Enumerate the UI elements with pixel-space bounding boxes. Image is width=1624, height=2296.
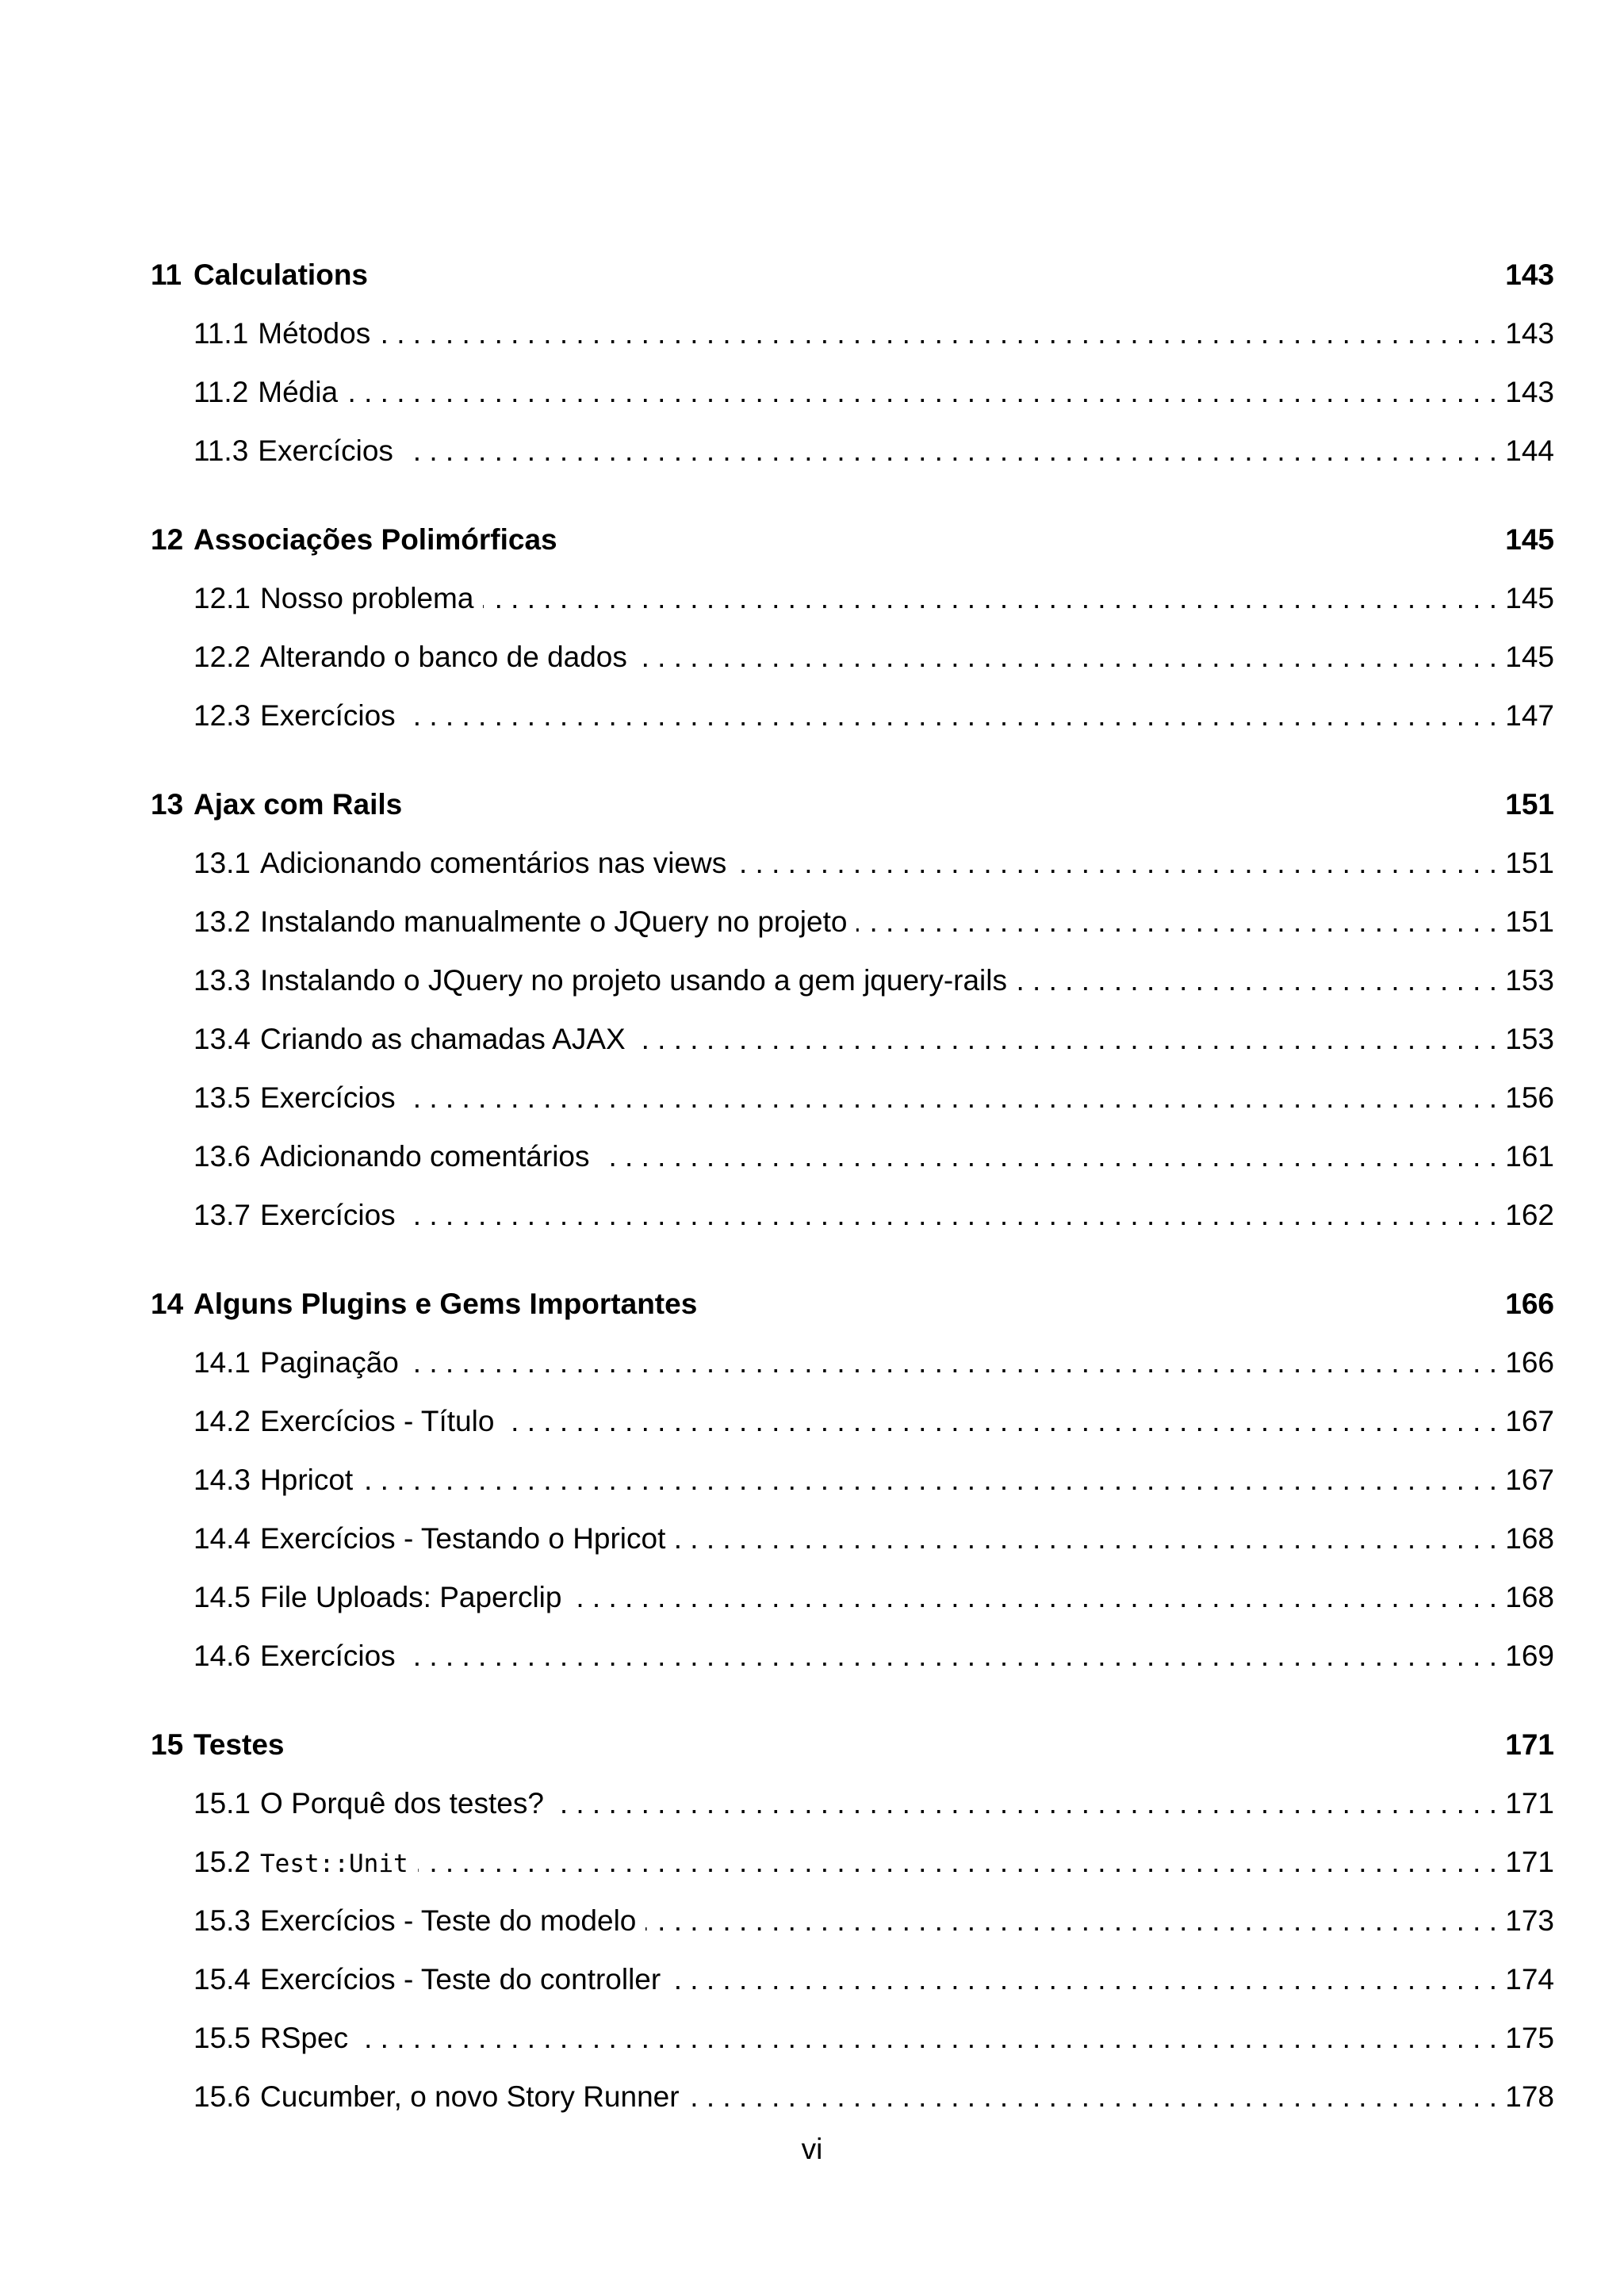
section-number: 12.3 [193,699,251,732]
chapter-title: Ajax com Rails [193,788,403,821]
toc-entry[interactable] [151,1069,1554,1127]
toc-entry[interactable] [151,834,1554,893]
chapter-title: Alguns Plugins e Gems Importantes [193,1288,698,1320]
chapter-13 [151,775,1554,1245]
section-page: 171 [1505,1787,1554,1820]
chapter-number: 14 [151,1288,184,1320]
section-page: 167 [1505,1464,1554,1496]
toc-entry[interactable] [151,1892,1554,1950]
dot-leader [571,1568,1497,1627]
toc-entry[interactable] [151,1627,1554,1686]
section-title: Instalando manualmente o JQuery no projeto [260,905,848,938]
section-title: Exercícios - Título [260,1405,495,1437]
section-title: Alterando o banco de dados [260,641,627,673]
section-title: Exercícios [260,1640,396,1672]
section-page: 168 [1505,1522,1554,1555]
toc-entry[interactable] [151,1568,1554,1627]
section-page: 175 [1505,2022,1554,2054]
section-page: 169 [1505,1640,1554,1672]
section-number: 13.6 [193,1140,251,1173]
dot-leader [736,834,1497,893]
chapter-page: 171 [1505,1728,1554,1761]
toc-entry[interactable] [151,304,1554,363]
toc-entry[interactable] [151,893,1554,951]
section-page: 143 [1505,317,1554,350]
section-number: 13.3 [193,964,251,997]
section-title: Cucumber, o novo Story Runner [260,2080,680,2113]
section-title: Test::Unit [260,1850,408,1878]
section-title: Criando as chamadas AJAX [260,1023,626,1055]
section-title: Exercícios [260,1199,396,1231]
chapter-heading[interactable] [151,511,1554,569]
dot-leader [405,1186,1497,1245]
section-page: 145 [1505,641,1554,673]
dot-leader [670,1950,1497,2009]
toc-entry[interactable] [151,363,1554,422]
table-of-contents [151,246,1554,2156]
section-page: 166 [1505,1346,1554,1379]
dot-leader [347,363,1497,422]
toc-entry[interactable] [151,628,1554,687]
page-number: vi [801,2133,823,2165]
section-number: 13.4 [193,1023,251,1055]
section-number: 13.5 [193,1081,251,1114]
section-number: 15.6 [193,2080,251,2113]
section-number: 15.1 [193,1787,251,1820]
section-page: 161 [1505,1140,1554,1173]
toc-entry[interactable] [151,1451,1554,1510]
section-page: 153 [1505,1023,1554,1055]
dot-leader [553,1774,1497,1833]
section-title: File Uploads: Paperclip [260,1581,562,1613]
chapter-page: 143 [1505,258,1554,291]
dot-leader [358,2009,1497,2068]
section-page: 151 [1505,847,1554,879]
section-page: 167 [1505,1405,1554,1437]
section-title: O Porquê dos testes? [260,1787,544,1820]
dot-leader [856,893,1497,951]
section-number: 14.5 [193,1581,251,1613]
dot-leader [1017,951,1497,1010]
section-number: 13.7 [193,1199,251,1231]
section-title: Instalando o JQuery no projeto usando a gem jquery-rails [260,964,1007,997]
dot-leader [405,1627,1497,1686]
section-title: Adicionando comentários [260,1140,590,1173]
section-page: 162 [1505,1199,1554,1231]
chapter-15 [151,1716,1554,2126]
section-title: Exercícios [260,699,396,732]
toc-entry[interactable] [151,687,1554,745]
section-title: Adicionando comentários nas views [260,847,727,879]
chapter-14 [151,1275,1554,1686]
dot-leader [675,1510,1497,1568]
dot-leader [362,1451,1497,1510]
section-page: 156 [1505,1081,1554,1114]
section-number: 13.1 [193,847,251,879]
section-page: 143 [1505,376,1554,408]
section-number: 11.2 [193,376,249,408]
section-page: 178 [1505,2080,1554,2113]
section-title: Média [258,376,339,408]
chapter-number: 12 [151,523,184,556]
section-page: 173 [1505,1904,1554,1937]
chapter-heading[interactable] [151,246,1554,304]
section-title: Exercícios [258,434,393,467]
section-number: 14.2 [193,1405,251,1437]
toc-entry[interactable] [151,422,1554,480]
toc-entry[interactable] [151,1334,1554,1392]
section-number: 14.1 [193,1346,251,1379]
dot-leader [504,1392,1497,1451]
section-number: 12.2 [193,641,251,673]
toc-entry[interactable] [151,1186,1554,1245]
section-title: Exercícios [260,1081,396,1114]
section-page: 153 [1505,964,1554,997]
section-title: Paginação [260,1346,399,1379]
section-title: Exercícios - Teste do modelo [260,1904,637,1937]
chapter-page: 145 [1505,523,1554,556]
toc-entry[interactable] [151,2068,1554,2126]
section-number: 11.1 [193,317,249,350]
section-page: 144 [1505,434,1554,467]
dot-leader [645,1892,1497,1950]
dot-leader [637,628,1497,687]
chapter-heading[interactable] [151,1275,1554,1334]
chapter-11 [151,246,1554,480]
section-title: Hpricot [260,1464,354,1496]
chapter-number: 11 [151,258,182,291]
section-title: Nosso problema [260,582,474,614]
section-title: Exercícios - Teste do controller [260,1963,661,1996]
chapter-number: 15 [151,1728,184,1761]
toc-entry[interactable] [151,1010,1554,1069]
toc-entry[interactable] [151,1833,1554,1892]
section-title: Exercícios - Testando o Hpricot [260,1522,666,1555]
chapter-heading[interactable] [151,775,1554,834]
dot-leader [380,304,1497,363]
section-page: 147 [1505,699,1554,732]
section-title: Métodos [258,317,371,350]
chapter-number: 13 [151,788,184,821]
dot-leader [405,1069,1497,1127]
chapter-heading[interactable] [151,1716,1554,1774]
chapter-12 [151,511,1554,745]
section-title: RSpec [260,2022,349,2054]
section-number: 15.3 [193,1904,251,1937]
toc-entry[interactable] [151,569,1554,628]
section-number: 11.3 [193,434,249,467]
toc-entry[interactable] [151,1774,1554,1833]
section-page: 174 [1505,1963,1554,1996]
dot-leader [418,1833,1497,1892]
toc-entry[interactable] [151,1950,1554,2009]
chapter-title: Testes [193,1728,285,1761]
dot-leader [403,422,1497,480]
section-page: 145 [1505,582,1554,614]
chapter-page: 166 [1505,1288,1554,1320]
dot-leader [689,2068,1497,2126]
dot-leader [408,1334,1497,1392]
section-page: 171 [1505,1846,1554,1878]
section-number: 14.4 [193,1522,251,1555]
toc-entry[interactable] [151,1392,1554,1451]
section-number: 15.2 [193,1846,251,1878]
section-number: 13.2 [193,905,251,938]
section-number: 14.3 [193,1464,251,1496]
chapter-page: 151 [1505,788,1554,821]
section-number: 15.4 [193,1963,251,1996]
dot-leader [483,569,1497,628]
dot-leader [405,687,1497,745]
chapter-title: Associações Polimórficas [193,523,557,556]
toc-entry[interactable] [151,2009,1554,2068]
chapter-title: Calculations [193,258,368,291]
dot-leader [635,1010,1497,1069]
section-number: 14.6 [193,1640,251,1672]
section-number: 15.5 [193,2022,251,2054]
toc-entry[interactable] [151,951,1554,1010]
section-number: 12.1 [193,582,251,614]
toc-entry[interactable] [151,1510,1554,1568]
section-page: 168 [1505,1581,1554,1613]
toc-entry[interactable] [151,1127,1554,1186]
dot-leader [599,1127,1498,1186]
section-page: 151 [1505,905,1554,938]
